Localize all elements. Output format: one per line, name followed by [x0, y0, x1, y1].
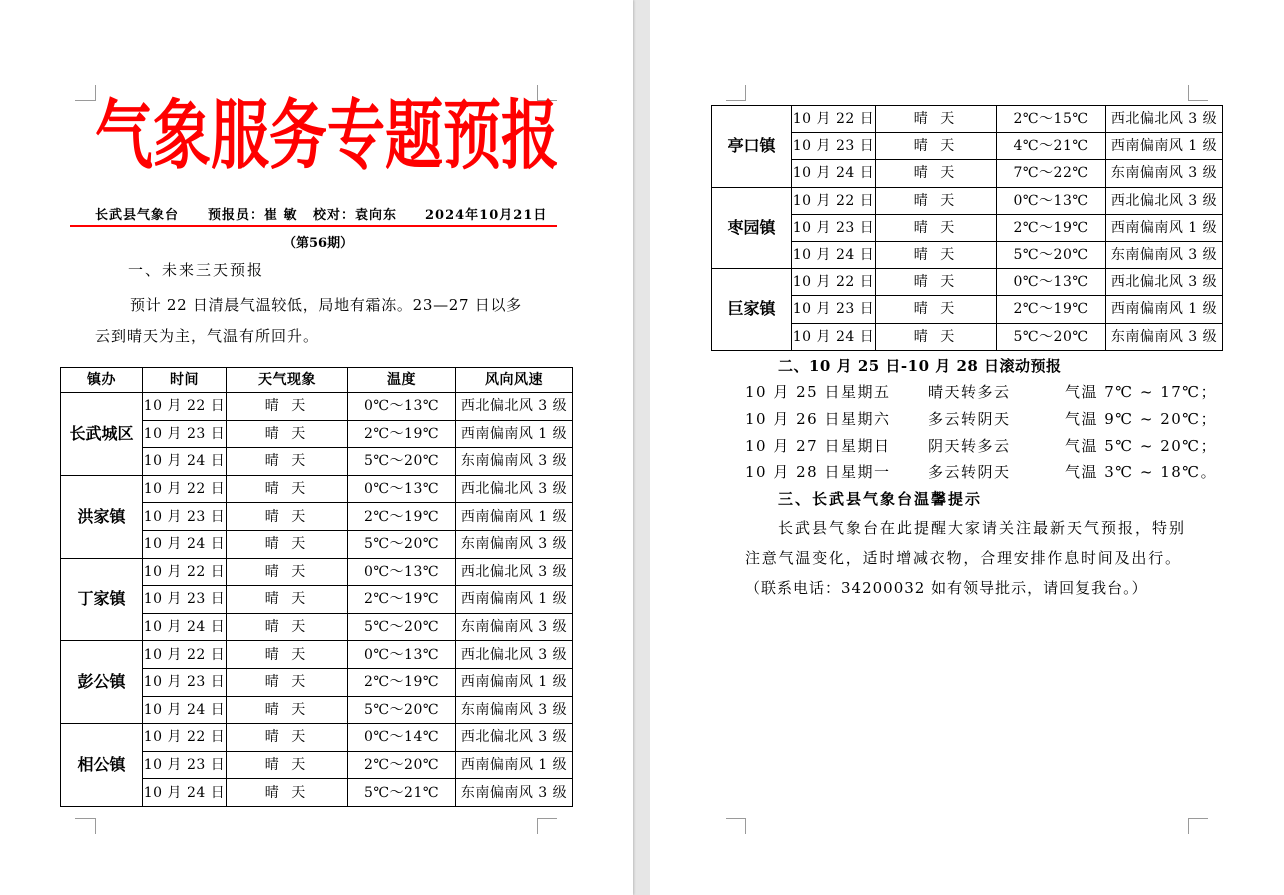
table-row [61, 724, 573, 752]
date-cell: 10 月 23 日 [143, 420, 227, 448]
report-title: 气象服务专题预报 [95, 91, 560, 180]
forecast-weather: 晴天转多云 [928, 383, 1011, 401]
date-cell: 10 月 22 日 [143, 724, 227, 752]
header-weather: 天气现象 [227, 368, 348, 393]
wind-cell: 西南偏南风 1 级 [456, 420, 573, 448]
wind-cell: 东南偏南风 3 级 [456, 613, 573, 641]
red-divider-line [70, 225, 557, 227]
weather-cell: 晴 天 [227, 475, 348, 503]
section-heading-reminder: 三、长武县气象台温馨提示 [778, 490, 983, 508]
temp-cell: 2℃～19℃ [997, 214, 1106, 241]
town-cell: 彭公镇 [61, 641, 143, 724]
byline-forecaster: 预报员：崔 敏 [208, 208, 298, 223]
wind-cell: 西北偏北风 3 级 [456, 393, 573, 421]
date-cell: 10 月 22 日 [143, 393, 227, 421]
weather-cell: 晴 天 [227, 530, 348, 558]
temp-cell: 5℃～20℃ [348, 696, 456, 724]
crop-mark [537, 818, 557, 819]
date-cell: 10 月 22 日 [792, 106, 876, 133]
town-forecast-table [60, 367, 573, 807]
forecast-temperature: 气温 5℃ ~ 20℃； [1065, 437, 1218, 455]
table-row [712, 106, 1223, 133]
date-cell: 10 月 23 日 [143, 668, 227, 696]
weather-cell: 晴 天 [876, 133, 997, 160]
date-cell: 10 月 24 日 [792, 241, 876, 268]
weather-cell: 晴 天 [227, 420, 348, 448]
weather-cell: 晴 天 [876, 296, 997, 323]
wind-cell: 西北偏北风 3 级 [1106, 269, 1223, 296]
forecast-date: 10 月 27 日星期日 [745, 437, 891, 455]
table-header-row [61, 368, 573, 393]
weather-cell: 晴 天 [876, 106, 997, 133]
town-cell: 洪家镇 [61, 475, 143, 558]
wind-cell: 西北偏北风 3 级 [456, 558, 573, 586]
temp-cell: 2℃～19℃ [348, 420, 456, 448]
wind-cell: 西南偏南风 1 级 [1106, 214, 1223, 241]
temp-cell: 0℃～13℃ [348, 641, 456, 669]
table-row [61, 558, 573, 586]
forecast-weather: 多云转阴天 [928, 410, 1011, 428]
date-cell: 10 月 24 日 [143, 448, 227, 476]
wind-cell: 东南偏南风 3 级 [456, 779, 573, 807]
date-cell: 10 月 23 日 [792, 296, 876, 323]
date-cell: 10 月 23 日 [792, 214, 876, 241]
weather-cell: 晴 天 [227, 724, 348, 752]
wind-cell: 东南偏南风 3 级 [1106, 241, 1223, 268]
weather-cell: 晴 天 [227, 503, 348, 531]
forecast-date: 10 月 26 日星期六 [745, 410, 891, 428]
wind-cell: 东南偏南风 3 级 [456, 448, 573, 476]
date-cell: 10 月 23 日 [143, 751, 227, 779]
town-cell: 枣园镇 [712, 187, 792, 269]
crop-mark [75, 818, 95, 819]
temp-cell: 4℃～21℃ [997, 133, 1106, 160]
wind-cell: 东南偏南风 3 级 [1106, 323, 1223, 350]
temp-cell: 2℃～20℃ [348, 751, 456, 779]
date-cell: 10 月 23 日 [143, 503, 227, 531]
crop-mark [1188, 85, 1189, 101]
forecast-temperature: 气温 9℃ ~ 20℃； [1065, 410, 1218, 428]
town-cell: 相公镇 [61, 724, 143, 807]
forecast-weather: 多云转阴天 [928, 463, 1011, 481]
temp-cell: 2℃～19℃ [348, 668, 456, 696]
rolling-forecast-row [745, 410, 1218, 428]
crop-mark [537, 818, 538, 834]
forecast-temperature: 气温 7℃ ~ 17℃； [1065, 383, 1218, 401]
weather-cell: 晴 天 [227, 613, 348, 641]
table-row [61, 641, 573, 669]
weather-cell: 晴 天 [876, 187, 997, 214]
byline-proofreader: 校对：袁向东 [313, 208, 398, 223]
table-row [712, 269, 1223, 296]
date-cell: 10 月 24 日 [792, 160, 876, 187]
temp-cell: 5℃～21℃ [348, 779, 456, 807]
town-cell: 巨家镇 [712, 269, 792, 351]
wind-cell: 西北偏北风 3 级 [1106, 187, 1223, 214]
header-temperature: 温度 [348, 368, 456, 393]
crop-mark [726, 818, 746, 819]
temp-cell: 5℃～20℃ [348, 613, 456, 641]
date-cell: 10 月 24 日 [143, 613, 227, 641]
weather-cell: 晴 天 [227, 696, 348, 724]
forecast-date: 10 月 25 日星期五 [745, 383, 891, 401]
wind-cell: 西南偏南风 1 级 [1106, 133, 1223, 160]
section-heading-three-day-forecast: 一、未来三天预报 [128, 261, 265, 279]
temp-cell: 0℃～13℃ [997, 187, 1106, 214]
section-heading-rolling-forecast: 二、10 月 25 日-10 月 28 日滚动预报 [778, 357, 1062, 375]
temp-cell: 0℃～13℃ [997, 269, 1106, 296]
document-page-right[interactable] [650, 0, 1284, 895]
temp-cell: 2℃～19℃ [348, 586, 456, 614]
wind-cell: 东南偏南风 3 级 [1106, 160, 1223, 187]
date-cell: 10 月 22 日 [143, 641, 227, 669]
weather-cell: 晴 天 [227, 751, 348, 779]
issue-number: （第56期） [283, 236, 354, 251]
forecast-paragraph-line: 云到晴天为主，气温有所回升。 [95, 327, 320, 345]
temp-cell: 7℃～22℃ [997, 160, 1106, 187]
date-cell: 10 月 24 日 [792, 323, 876, 350]
wind-cell: 西北偏北风 3 级 [456, 724, 573, 752]
crop-mark [1188, 818, 1208, 819]
temp-cell: 5℃～20℃ [997, 241, 1106, 268]
header-date: 时间 [143, 368, 227, 393]
wind-cell: 西北偏北风 3 级 [456, 475, 573, 503]
rolling-forecast-row [745, 383, 1218, 401]
table-row [712, 187, 1223, 214]
weather-cell: 晴 天 [227, 558, 348, 586]
weather-cell: 晴 天 [227, 779, 348, 807]
weather-cell: 晴 天 [227, 641, 348, 669]
wind-cell: 西南偏南风 1 级 [456, 503, 573, 531]
town-cell: 长武城区 [61, 393, 143, 476]
date-cell: 10 月 23 日 [143, 586, 227, 614]
date-cell: 10 月 23 日 [792, 133, 876, 160]
temp-cell: 0℃～13℃ [348, 475, 456, 503]
temp-cell: 2℃～19℃ [348, 503, 456, 531]
header-wind: 风向风速 [456, 368, 573, 393]
weather-cell: 晴 天 [227, 448, 348, 476]
wind-cell: 东南偏南风 3 级 [456, 530, 573, 558]
reminder-contact-line: （联系电话：34200032 如有领导批示，请回复我台。） [745, 579, 1148, 597]
table-row [61, 393, 573, 421]
weather-cell: 晴 天 [227, 586, 348, 614]
reminder-line: 注意气温变化，适时增减衣物，合理安排作息时间及出行。 [745, 549, 1182, 567]
temp-cell: 2℃～15℃ [997, 106, 1106, 133]
document-page-left[interactable] [0, 0, 633, 895]
table-body [61, 393, 573, 807]
forecast-temperature: 气温 3℃ ~ 18℃。 [1065, 463, 1218, 481]
table-row [61, 475, 573, 503]
crop-mark [1188, 100, 1208, 101]
table-body [712, 106, 1223, 351]
date-cell: 10 月 24 日 [143, 696, 227, 724]
wind-cell: 东南偏南风 3 级 [456, 696, 573, 724]
reminder-line: 长武县气象台在此提醒大家请关注最新天气预报，特别 [778, 519, 1187, 537]
town-forecast-table-continued [711, 105, 1223, 351]
crop-mark [75, 100, 95, 101]
temp-cell: 5℃～20℃ [348, 448, 456, 476]
wind-cell: 西北偏北风 3 级 [1106, 106, 1223, 133]
weather-cell: 晴 天 [227, 393, 348, 421]
temp-cell: 5℃～20℃ [997, 323, 1106, 350]
date-cell: 10 月 22 日 [143, 475, 227, 503]
crop-mark [745, 85, 746, 101]
town-cell: 亭口镇 [712, 106, 792, 188]
wind-cell: 西南偏南风 1 级 [456, 751, 573, 779]
byline-date: 2024年10月21日 [425, 208, 548, 223]
wind-cell: 西南偏南风 1 级 [456, 586, 573, 614]
date-cell: 10 月 22 日 [792, 187, 876, 214]
date-cell: 10 月 24 日 [143, 530, 227, 558]
header-town: 镇办 [61, 368, 143, 393]
temp-cell: 0℃～14℃ [348, 724, 456, 752]
date-cell: 10 月 24 日 [143, 779, 227, 807]
wind-cell: 西北偏北风 3 级 [456, 641, 573, 669]
weather-cell: 晴 天 [876, 241, 997, 268]
byline-station: 长武县气象台 [95, 208, 180, 223]
temp-cell: 0℃～13℃ [348, 558, 456, 586]
weather-cell: 晴 天 [227, 668, 348, 696]
crop-mark [745, 818, 746, 834]
rolling-forecast-row [745, 463, 1218, 481]
crop-mark [95, 818, 96, 834]
date-cell: 10 月 22 日 [792, 269, 876, 296]
weather-cell: 晴 天 [876, 323, 997, 350]
rolling-forecast-row [745, 437, 1218, 455]
temp-cell: 0℃～13℃ [348, 393, 456, 421]
wind-cell: 西南偏南风 1 级 [1106, 296, 1223, 323]
weather-cell: 晴 天 [876, 160, 997, 187]
wind-cell: 西南偏南风 1 级 [456, 668, 573, 696]
weather-cell: 晴 天 [876, 269, 997, 296]
weather-cell: 晴 天 [876, 214, 997, 241]
town-cell: 丁家镇 [61, 558, 143, 641]
crop-mark [726, 100, 746, 101]
temp-cell: 5℃～20℃ [348, 530, 456, 558]
forecast-paragraph-line: 预计 22 日清晨气温较低，局地有霜冻。23—27 日以多 [130, 296, 522, 314]
date-cell: 10 月 22 日 [143, 558, 227, 586]
forecast-date: 10 月 28 日星期一 [745, 463, 891, 481]
temp-cell: 2℃～19℃ [997, 296, 1106, 323]
crop-mark [1188, 818, 1189, 834]
forecast-weather: 阴天转多云 [928, 437, 1011, 455]
